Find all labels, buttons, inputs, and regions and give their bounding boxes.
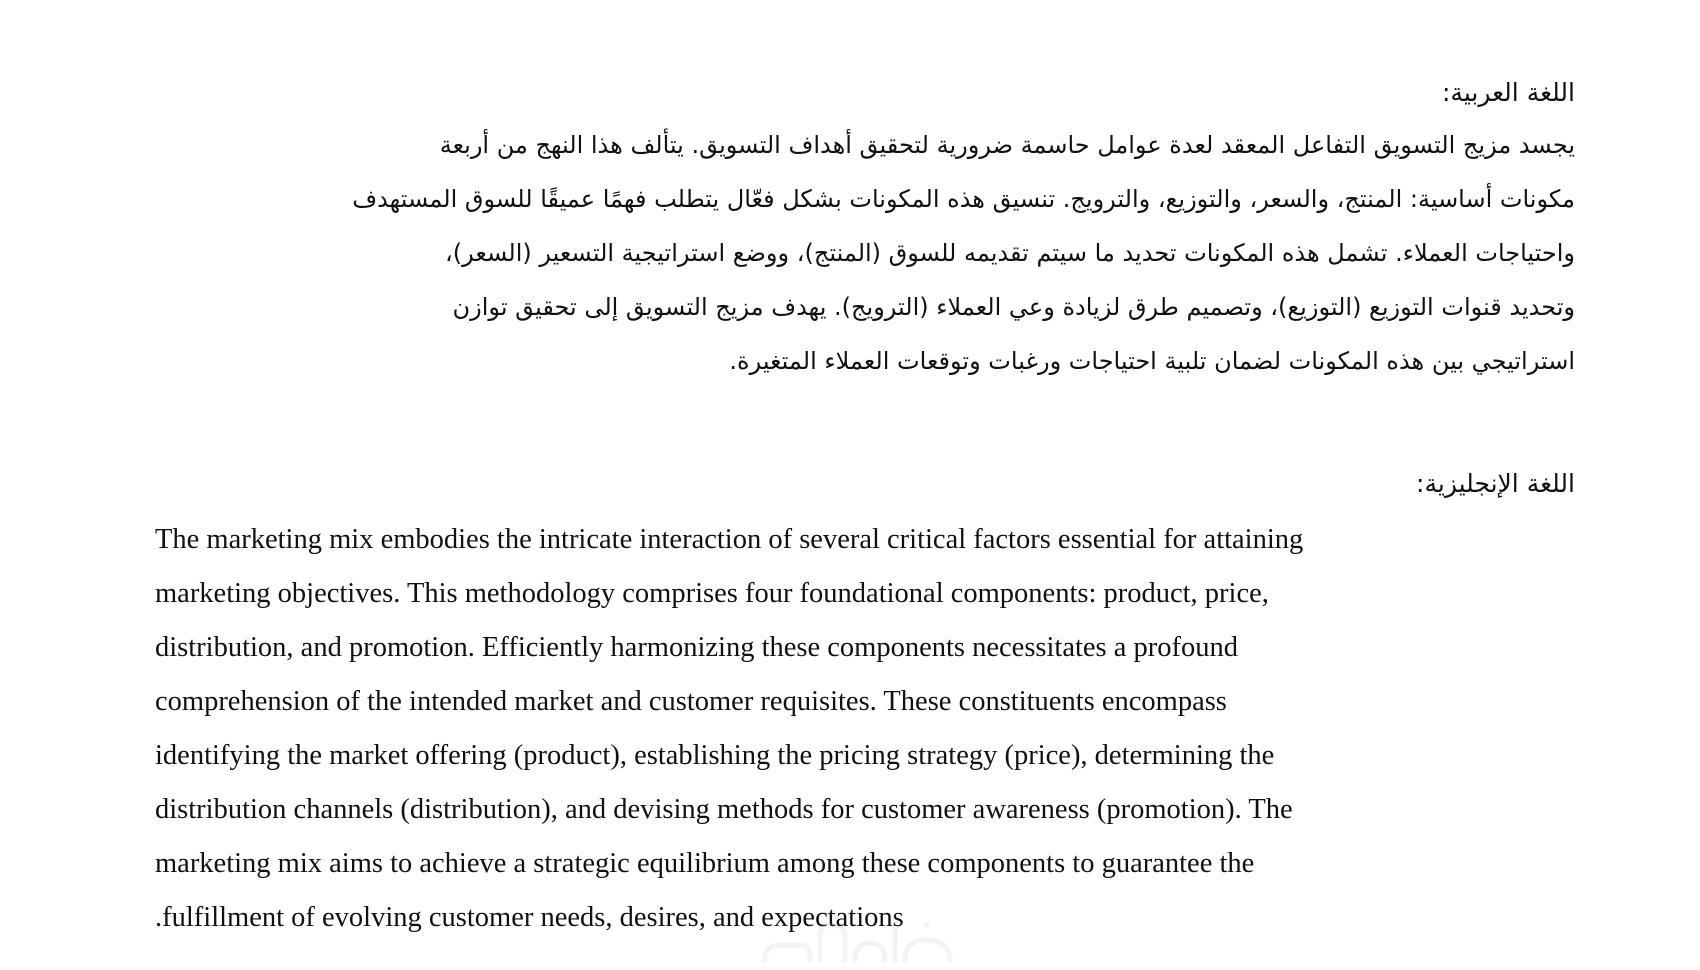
arabic-paragraph-line: يجسد مزيج التسويق التفاعل المعقد لعدة عوامل حاسمة ضرورية لتحقيق أهداف التسويق. يتألف هذا النهج من أربعة — [439, 131, 1575, 159]
english-section-heading: اللغة الإنجليزية: — [1416, 469, 1575, 498]
arabic-paragraph-line: مكونات أساسية: المنتج، والسعر، والتوزيع، والترويج. تنسيق هذه المكونات بشكل فعّال يتطلب فهمًا عميقًا للسوق المستهدف — [352, 185, 1575, 213]
english-paragraph-line: marketing objectives. This methodology comprises four foundational components: product, price, — [155, 578, 1269, 609]
arabic-paragraph-line: استراتيجي بين هذه المكونات لضمان تلبية احتياجات ورغبات وتوقعات العملاء المتغيرة. — [729, 347, 1575, 375]
english-paragraph-line: distribution, and promotion. Efficiently harmonizing these components necessitates a profound — [155, 632, 1239, 663]
english-paragraph-line: comprehension of the intended market and customer requisites. These constituents encompass — [155, 686, 1227, 717]
arabic-paragraph-line: واحتياجات العملاء. تشمل هذه المكونات تحديد ما سيتم تقديمه للسوق (المنتج)، ووضع استراتيجية التسعير (السعر)، — [445, 239, 1575, 267]
english-paragraph-line: .fulfillment of evolving customer needs, desires, and expectations — [155, 902, 904, 933]
english-paragraph-line: marketing mix aims to achieve a strategic equilibrium among these components to guarantee the — [155, 848, 1255, 879]
arabic-paragraph-line: وتحديد قنوات التوزيع (التوزيع)، وتصميم طرق لزيادة وعي العملاء (الترويج). يهدف مزيج التسويق إلى تحقيق توازن — [452, 293, 1575, 321]
english-paragraph-line: identifying the market offering (product), establishing the pricing strategy (price), determining the — [155, 740, 1275, 771]
khamsat-logo-icon — [755, 905, 965, 970]
arabic-paragraph — [150, 118, 1575, 388]
english-paragraph — [155, 513, 1575, 945]
english-paragraph-line: The marketing mix embodies the intricate interaction of several critical factors essential for attaining — [155, 524, 1304, 555]
arabic-section-heading: اللغة العربية: — [1442, 78, 1575, 107]
english-paragraph-line: distribution channels (distribution), and devising methods for customer awareness (promotion). The — [155, 794, 1293, 825]
